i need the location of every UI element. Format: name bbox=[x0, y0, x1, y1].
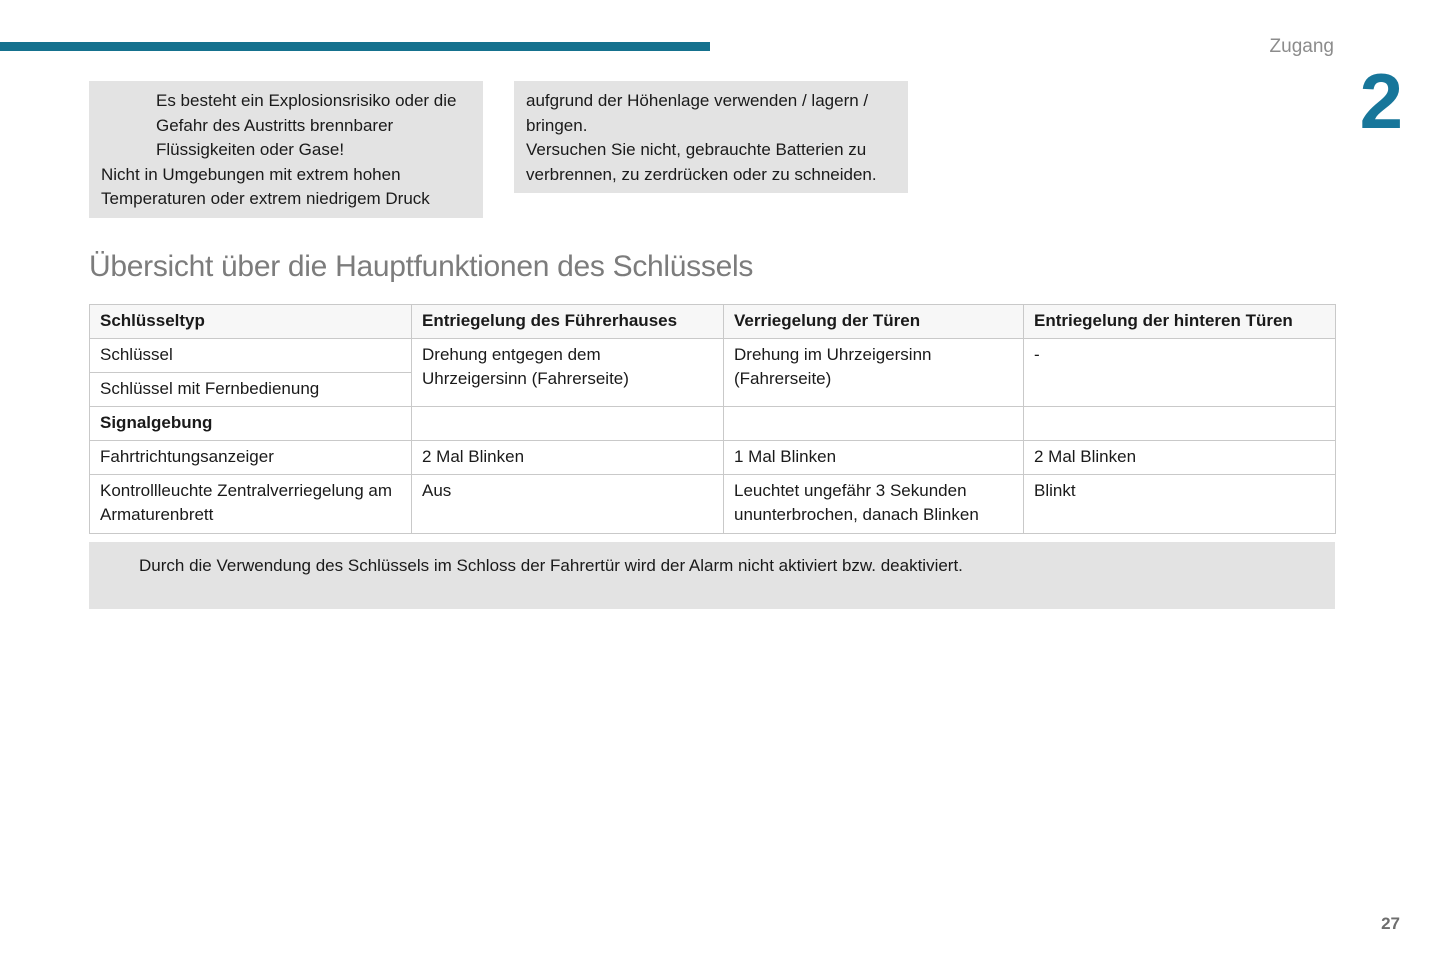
table-row-key bbox=[90, 339, 1336, 373]
table-row-signalgebung bbox=[90, 407, 1336, 441]
cell-signal-label: Kontrollleuchte Zentralverriegelung am Armaturenbrett bbox=[90, 475, 412, 534]
cell-lock-doors: Drehung im Uhrzeigersinn (Fahrerseite) bbox=[724, 339, 1024, 407]
table-row-warning-light bbox=[90, 475, 1336, 534]
cell-unlock-cab: 2 Mal Blinken bbox=[412, 441, 724, 475]
column-header-unlock-rear: Entriegelung der hinteren Türen bbox=[1024, 305, 1336, 339]
column-header-key-type: Schlüsseltyp bbox=[90, 305, 412, 339]
warning-text: Nicht in Umgebungen mit extrem hohen Temperaturen oder extrem niedrigem Druck bbox=[101, 164, 430, 208]
chapter-accent-bar bbox=[0, 42, 710, 51]
cell-key-type: Schlüssel bbox=[90, 339, 412, 373]
warning-box-battery bbox=[514, 81, 908, 193]
table-header-row bbox=[90, 305, 1336, 339]
cell-empty bbox=[412, 407, 724, 441]
cell-section-label: Signalgebung bbox=[90, 407, 412, 441]
warning-text: Versuchen Sie nicht, gebrauchte Batterien zu verbrennen, zu zerdrücken oder zu schneiden. bbox=[526, 140, 877, 184]
info-text: Durch die Verwendung des Schlüssels im Schloss der Fahrertür wird der Alarm nicht aktiviert bzw. deaktiviert. bbox=[139, 556, 963, 575]
cell-signal-label: Fahrtrichtungsanzeiger bbox=[90, 441, 412, 475]
cell-unlock-cab: Aus bbox=[412, 475, 724, 534]
column-header-lock-doors: Verriegelung der Türen bbox=[724, 305, 1024, 339]
table-row-indicators bbox=[90, 441, 1336, 475]
warning-text: aufgrund der Höhenlage verwenden / lagern / bringen. bbox=[526, 91, 869, 135]
warning-text: Es besteht ein Explosionsrisiko oder die Gefahr des Austritts brennbarer Flüssigkeiten oder Gase! bbox=[156, 91, 457, 159]
warning-exclamation-icon bbox=[111, 92, 126, 138]
page-number: 27 bbox=[1381, 914, 1400, 933]
cell-unlock-rear: - bbox=[1024, 339, 1336, 407]
warning-boxes-row bbox=[89, 81, 908, 218]
cell-lock-doors: Leuchtet ungefähr 3 Sekunden ununterbrochen, danach Blinken bbox=[724, 475, 1024, 534]
cell-unlock-rear: Blinkt bbox=[1024, 475, 1336, 534]
cell-key-type: Schlüssel mit Fernbedienung bbox=[90, 373, 412, 407]
info-box-alarm bbox=[89, 542, 1335, 609]
cell-unlock-rear: 2 Mal Blinken bbox=[1024, 441, 1336, 475]
key-functions-table bbox=[89, 304, 1336, 534]
cell-empty bbox=[724, 407, 1024, 441]
section-title: Übersicht über die Hauptfunktionen des Schlüssels bbox=[89, 250, 754, 283]
warning-box-explosion bbox=[89, 81, 483, 218]
cell-unlock-cab: Drehung entgegen dem Uhrzeigersinn (Fahrerseite) bbox=[412, 339, 724, 407]
chapter-number: 2 bbox=[1359, 57, 1403, 145]
cell-lock-doors: 1 Mal Blinken bbox=[724, 441, 1024, 475]
column-header-unlock-cab: Entriegelung des Führerhauses bbox=[412, 305, 724, 339]
cell-empty bbox=[1024, 407, 1336, 441]
chapter-label: Zugang bbox=[1269, 36, 1334, 57]
